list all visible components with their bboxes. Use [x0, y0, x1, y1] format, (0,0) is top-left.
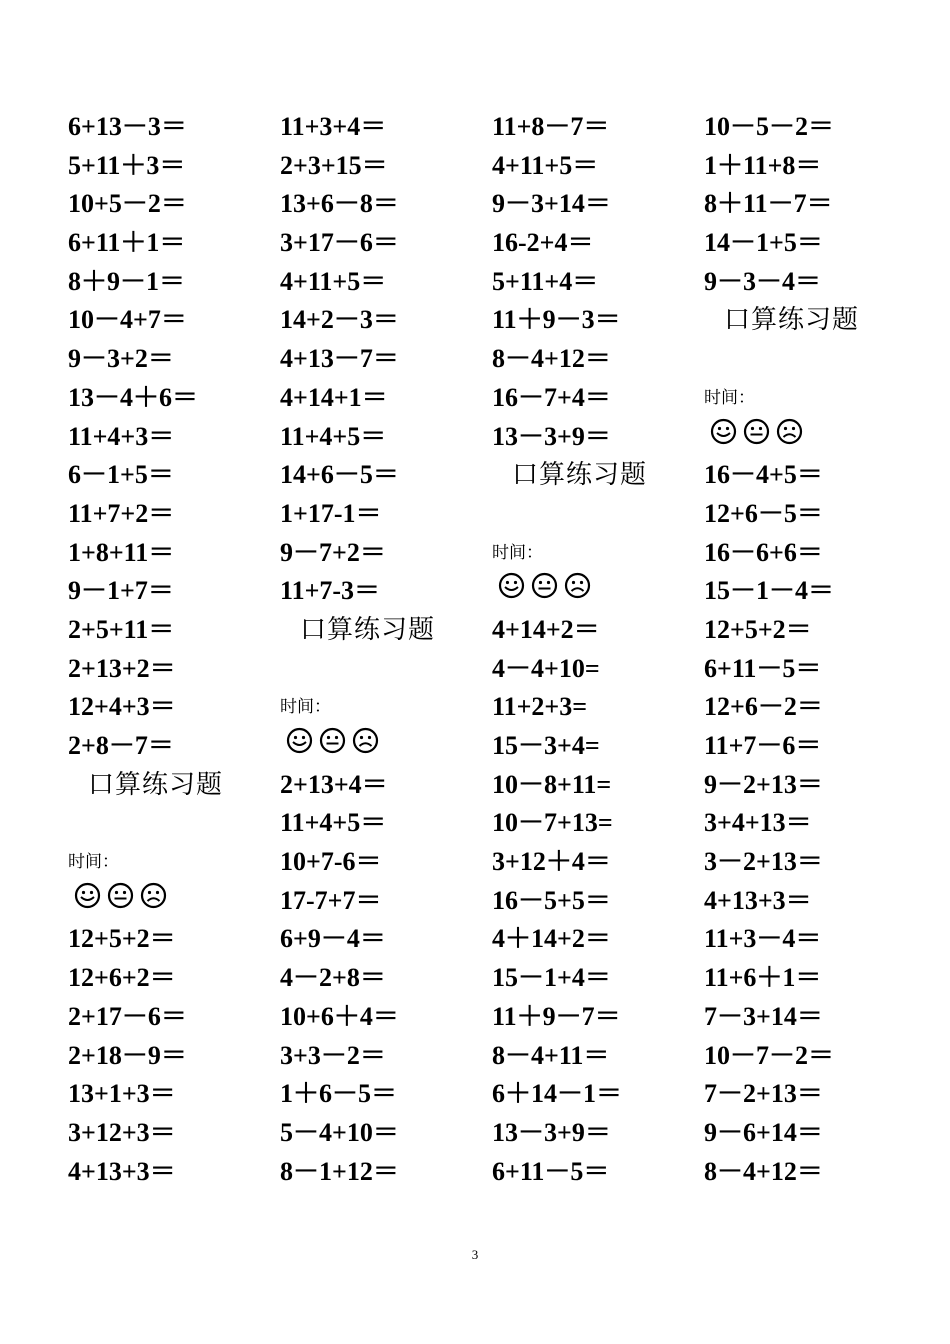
- math-problem: 7－3+14＝: [704, 1001, 823, 1031]
- math-problem: 3－2+13＝: [704, 847, 823, 877]
- smiling-face-icon: [498, 572, 525, 611]
- math-problem: 11+2+3=: [492, 692, 588, 722]
- section-title: 口算练习题: [724, 305, 860, 336]
- frowning-face-icon: [352, 727, 379, 766]
- math-problem: 4+11+5＝: [280, 266, 387, 296]
- frowning-face-icon: [776, 418, 803, 457]
- math-problem: 12+5+2＝: [68, 924, 176, 954]
- math-problem: 9－6+14＝: [704, 1117, 823, 1147]
- math-problem: 11＋9－3＝: [492, 305, 621, 335]
- math-problem: 1＋11+8＝: [704, 150, 822, 180]
- math-problem: 11+4+5＝: [280, 808, 387, 838]
- math-problem: 11+7－6＝: [704, 731, 822, 760]
- math-problem: 1＋6－5＝: [280, 1079, 398, 1109]
- time-label: 时间：: [280, 697, 331, 718]
- math-problem: 14+2－3＝: [280, 305, 399, 335]
- math-problem: 4+13+3＝: [68, 1156, 176, 1186]
- rating-faces: [280, 727, 480, 766]
- math-problem: 2+18－9＝: [68, 1040, 187, 1070]
- neutral-face-icon: [319, 727, 346, 766]
- page-number: 3: [471, 1247, 479, 1262]
- math-problem: 6－1+5＝: [68, 460, 174, 490]
- math-problem: 13－4＋6＝: [68, 382, 199, 412]
- math-problem: 8－1+12＝: [280, 1156, 399, 1186]
- math-problem: 10+5－2＝: [68, 189, 187, 219]
- math-problem: 4－4+10=: [492, 653, 600, 683]
- math-problem: 8－4+12＝: [492, 344, 611, 374]
- math-problem: 3+17－6＝: [280, 228, 399, 258]
- math-problem: 5－4+10＝: [280, 1117, 399, 1147]
- math-problem: 9－2+13＝: [704, 769, 823, 799]
- math-problem: 4+14+2＝: [492, 614, 600, 644]
- math-problem: 10－5－2＝: [704, 112, 835, 141]
- math-problem: 9－3+14＝: [492, 189, 611, 219]
- rating-faces: [68, 882, 268, 921]
- smiling-face-icon: [286, 727, 313, 766]
- math-problem: 2+8－7＝: [68, 731, 174, 760]
- blank-line: [492, 495, 692, 534]
- math-problem: 11+7+2＝: [68, 498, 175, 528]
- math-problem: 8＋9－1＝: [68, 266, 186, 296]
- worksheet-column-1: [68, 108, 268, 1191]
- math-problem: 2+3+15＝: [280, 150, 388, 180]
- math-problem: 15－3+4=: [492, 731, 600, 760]
- math-problem: 15－1－4＝: [704, 576, 835, 606]
- frowning-face-icon: [140, 882, 167, 921]
- math-problem: 2+17－6＝: [68, 1001, 187, 1031]
- math-problem: 11+7-3＝: [280, 576, 381, 606]
- math-problem: 11+4+5＝: [280, 421, 387, 451]
- math-problem: 16－4+5＝: [704, 460, 823, 490]
- math-problem: 5+11+4＝: [492, 266, 599, 296]
- time-label: 时间：: [68, 852, 119, 873]
- math-problem: 9－3－4＝: [704, 266, 822, 296]
- math-problem: 16-2+4＝: [492, 228, 594, 258]
- rating-faces: [492, 572, 692, 611]
- math-problem: 12+5+2＝: [704, 614, 812, 644]
- worksheet-column-2: [280, 108, 480, 1191]
- math-problem: 3+12＋4＝: [492, 847, 611, 877]
- math-problem: 4+13+3＝: [704, 885, 812, 915]
- math-problem: 12+6－2＝: [704, 692, 823, 722]
- smiling-face-icon: [74, 882, 101, 921]
- math-problem: 9－7+2＝: [280, 537, 386, 567]
- math-problem: 13+1+3＝: [68, 1079, 176, 1109]
- neutral-face-icon: [107, 882, 134, 921]
- math-problem: 11+8－7＝: [492, 112, 610, 141]
- section-title: 口算练习题: [512, 460, 648, 491]
- blank-line: [704, 340, 904, 379]
- neutral-face-icon: [531, 572, 558, 611]
- math-problem: 1+8+11＝: [68, 537, 175, 567]
- worksheet-column-4: [704, 108, 904, 1191]
- math-problem: 4+13－7＝: [280, 344, 399, 374]
- math-problem: 8－4+11＝: [492, 1040, 610, 1070]
- math-problem: 6+11－5＝: [704, 653, 822, 683]
- frowning-face-icon: [564, 572, 591, 611]
- math-problem: 1+17-1＝: [280, 498, 382, 528]
- math-problem: 2+5+11＝: [68, 614, 175, 644]
- math-problem: 6＋14－1＝: [492, 1079, 623, 1109]
- math-problem: 3+3－2＝: [280, 1040, 386, 1070]
- math-problem: 6+11－5＝: [492, 1156, 610, 1186]
- math-problem: 8＋11－7＝: [704, 189, 833, 219]
- math-problem: 4＋14+2＝: [492, 924, 611, 954]
- math-problem: 10+7-6＝: [280, 847, 382, 877]
- math-problem: 12+6－5＝: [704, 498, 823, 528]
- section-title: 口算练习题: [300, 614, 436, 645]
- math-problem: 11+3+4＝: [280, 112, 387, 141]
- math-problem: 11+3－4＝: [704, 924, 822, 954]
- math-problem: 7－2+13＝: [704, 1079, 823, 1109]
- math-problem: 11+6＋1＝: [704, 963, 822, 993]
- time-label: 时间：: [492, 542, 543, 563]
- math-problem: 5+11＋3＝: [68, 150, 186, 180]
- section-title: 口算练习题: [88, 769, 224, 800]
- math-problem: 16－6+6＝: [704, 537, 823, 567]
- math-problem: 4－2+8＝: [280, 963, 386, 993]
- math-problem: 2+13+2＝: [68, 653, 176, 683]
- math-problem: 13－3+9＝: [492, 421, 611, 451]
- math-problem: 3+4+13＝: [704, 808, 812, 838]
- neutral-face-icon: [743, 418, 770, 457]
- math-problem: 4+11+5＝: [492, 150, 599, 180]
- blank-line: [68, 804, 268, 843]
- math-problem: 9－1+7＝: [68, 576, 174, 606]
- math-problem: 9－3+2＝: [68, 344, 174, 374]
- math-problem: 6+13－3＝: [68, 112, 187, 141]
- math-problem: 12+4+3＝: [68, 692, 176, 722]
- math-problem: 10－8+11=: [492, 769, 612, 799]
- blank-line: [280, 650, 480, 689]
- math-problem: 8－4+12＝: [704, 1156, 823, 1186]
- math-problem: 15－1+4＝: [492, 963, 611, 993]
- math-problem: 10－4+7＝: [68, 305, 187, 335]
- math-problem: 6+11＋1＝: [68, 228, 186, 258]
- math-problem: 10－7－2＝: [704, 1040, 835, 1070]
- math-problem: 13+6－8＝: [280, 189, 399, 219]
- math-problem: 14－1+5＝: [704, 228, 823, 258]
- math-problem: 10+6＋4＝: [280, 1001, 399, 1031]
- math-problem: 13－3+9＝: [492, 1117, 611, 1147]
- math-problem: 16－5+5＝: [492, 885, 611, 915]
- math-problem: 3+12+3＝: [68, 1117, 176, 1147]
- math-problem: 17-7+7＝: [280, 885, 382, 915]
- math-problem: 11＋9－7＝: [492, 1001, 621, 1031]
- rating-faces: [704, 418, 904, 457]
- math-problem: 16－7+4＝: [492, 382, 611, 412]
- math-problem: 10－7+13=: [492, 808, 613, 838]
- math-problem: 2+13+4＝: [280, 769, 388, 799]
- math-problem: 12+6+2＝: [68, 963, 176, 993]
- smiling-face-icon: [710, 418, 737, 457]
- worksheet-column-3: [492, 108, 692, 1191]
- math-problem: 11+4+3＝: [68, 421, 175, 451]
- time-label: 时间：: [704, 387, 755, 408]
- math-problem: 4+14+1＝: [280, 382, 388, 412]
- math-problem: 6+9－4＝: [280, 924, 386, 954]
- math-problem: 14+6－5＝: [280, 460, 399, 490]
